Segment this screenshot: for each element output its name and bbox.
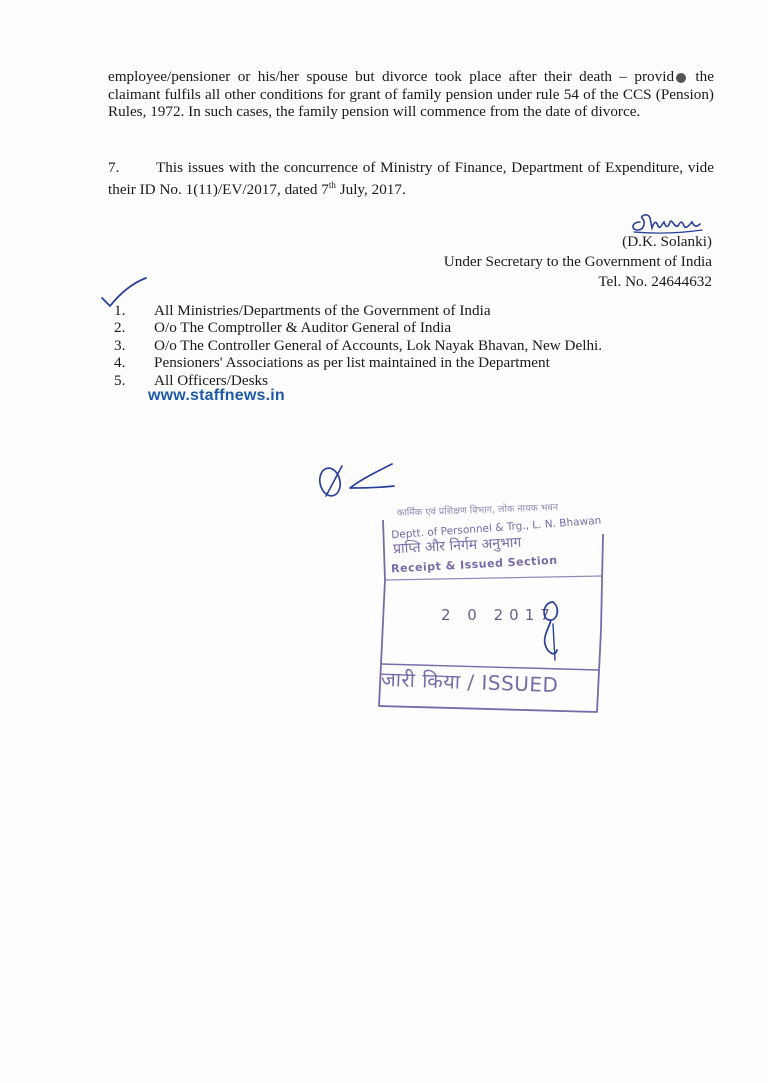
- list-item-text: O/o The Controller General of Accounts, Lok Nayak Bhavan, New Delhi.: [154, 336, 603, 354]
- list-item: [108, 337, 602, 354]
- paragraph-divorce-clause: [108, 68, 714, 121]
- paragraph-text-start: employee/pensioner or his/her spouse but divorce took place after their death – provid: [108, 68, 675, 85]
- paragraph-text-end: the claimant fulfils all other conditions for grant of family pension under rule 54 of the CCS (Pension) Rules, 1972. In such cases, the family pension will commence from the date of divorce.: [108, 68, 714, 121]
- watermark-text: www.staffnews.in: [148, 387, 285, 404]
- handwritten-ok-mark: [316, 458, 400, 502]
- list-item-number: 3.: [114, 336, 126, 354]
- list-item-text: All Ministries/Departments of the Government of India: [154, 302, 491, 319]
- list-item-text: Pensioners' Associations as per list maintained in the Department: [154, 354, 550, 372]
- stamp-date: 2 0 2017: [441, 606, 556, 624]
- paragraph-7-text: This issues with the concurrence of Ministry of Finance, Department of Expenditure, vide their ID No. 1(11)/EV/2017, dated 7: [108, 159, 714, 198]
- list-item-text: All Officers/Desks: [154, 371, 269, 389]
- signatory-designation: Under Secretary to the Government of India: [443, 252, 712, 270]
- ordinal-suffix: th: [328, 179, 336, 190]
- receipt-issue-stamp: [375, 500, 611, 714]
- list-item-number: 4.: [114, 354, 126, 372]
- distribution-list: [108, 302, 602, 389]
- paragraph-number: 7.: [108, 159, 120, 176]
- stamp-issued-label: जारी किया / ISSUED: [380, 666, 559, 698]
- list-item: [108, 302, 602, 319]
- list-item-number: 2.: [114, 319, 126, 337]
- stamp-english-dept: Deptt. of Personnel & Trg., L. N. Bhawan: [390, 514, 602, 542]
- stamp-english-section: Receipt & Issued Section: [390, 553, 558, 576]
- handwritten-number-icon: [533, 594, 567, 664]
- stamp-hindi-section: प्राप्ति और निर्गम अनुभाग: [392, 534, 522, 558]
- list-item-number: 5.: [114, 371, 126, 389]
- stamp-hindi-dept: कार्मिक एवं प्रशिक्षण विभाग, लोक नायक भवन: [396, 502, 559, 519]
- ink-blot-icon: [676, 73, 686, 83]
- paragraph-7: [108, 159, 714, 198]
- list-item-text: O/o The Comptroller & Auditor General of India: [154, 319, 452, 337]
- list-item: [108, 354, 602, 371]
- list-item-number: 1.: [114, 302, 126, 319]
- list-item: [108, 319, 602, 336]
- paragraph-7-date: July, 2017.: [335, 180, 406, 198]
- signatory-block: [444, 232, 712, 291]
- signatory-phone: Tel. No. 24644632: [598, 272, 712, 290]
- signatory-name: (D.K. Solanki): [622, 233, 712, 250]
